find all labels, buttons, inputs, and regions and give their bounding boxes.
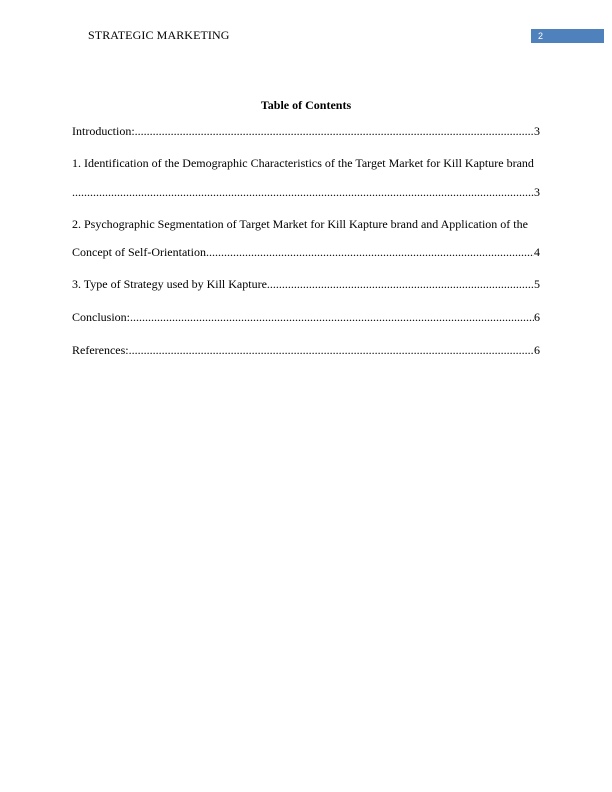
toc-entry-introduction[interactable] — [72, 123, 540, 139]
toc-leader-dots — [267, 276, 534, 292]
toc-title: Table of Contents — [260, 98, 352, 112]
toc-leader-dots — [129, 342, 534, 358]
toc-entry-page: 5 — [534, 277, 540, 291]
toc-entry-text: Concept of Self-Orientation — [72, 245, 206, 259]
toc-leader-dots — [130, 309, 534, 325]
toc-entry-demographic[interactable] — [72, 184, 540, 200]
page-number-badge — [531, 29, 604, 43]
toc-entry-strategy[interactable] — [72, 276, 540, 292]
toc-entry-page: 6 — [534, 343, 540, 357]
toc-entry-page: 4 — [534, 245, 540, 259]
toc-entry-demographic-line1[interactable]: 1. Identification of the Demographic Characteristics of the Target Market for Kill Kapture brand — [72, 156, 534, 170]
toc-leader-dots — [72, 184, 534, 200]
toc-leader-dots — [206, 244, 534, 260]
toc-leader-dots — [135, 123, 534, 139]
toc-entry-page: 3 — [534, 185, 540, 199]
toc-entry-references[interactable] — [72, 342, 540, 358]
toc-entry-conclusion[interactable] — [72, 309, 540, 325]
toc-entry-psychographic-line1[interactable]: 2. Psychographic Segmentation of Target Market for Kill Kapture brand and Application of the — [72, 217, 528, 231]
toc-entry-text: 3. Type of Strategy used by Kill Kapture — [72, 277, 267, 291]
toc-entry-text: Introduction: — [72, 124, 135, 138]
toc-entry-page: 3 — [534, 124, 540, 138]
toc-entry-text: References: — [72, 343, 129, 357]
toc-entry-page: 6 — [534, 310, 540, 324]
toc-entry-text: Conclusion: — [72, 310, 131, 324]
page-number: 2 — [538, 31, 544, 41]
running-header-title: STRATEGIC MARKETING — [88, 28, 230, 42]
toc-entry-psychographic[interactable] — [72, 244, 540, 260]
